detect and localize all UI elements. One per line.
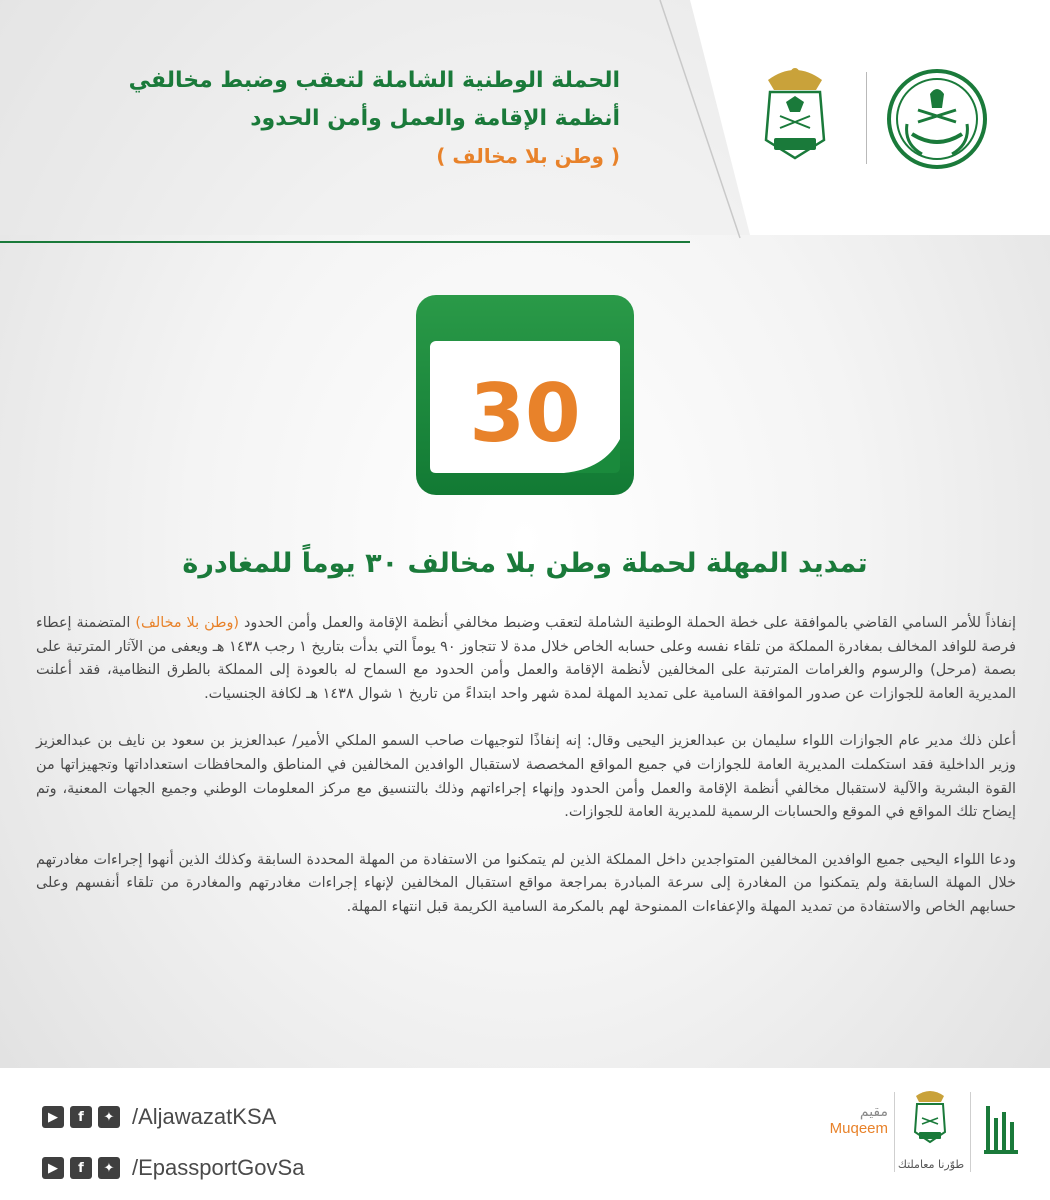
- calendar-icon: [414, 293, 636, 497]
- facebook-icon[interactable]: f: [70, 1106, 92, 1128]
- jawazat-footer-emblem-icon: [902, 1086, 958, 1156]
- header-text: [20, 62, 620, 174]
- campaign-title-line2: أنظمة الإقامة والعمل وأمن الحدود: [250, 106, 620, 131]
- absher-logo-icon: [982, 1096, 1022, 1166]
- paragraph-1: [36, 612, 1016, 706]
- campaign-title-line1: الحملة الوطنية الشاملة لتعقب وضبط مخالفي: [128, 68, 620, 93]
- main-title: تمديد المهلة لحملة وطن بلا مخالف ٣٠ يوماً للمغادرة: [182, 548, 868, 579]
- paragraph-2: أعلن ذلك مدير عام الجوازات اللواء سليمان بن عبدالعزيز اليحيى وقال: إنه إنفاذًا لتوجيهات صاحب السمو الملكي الأمير/ عبدالعزيز بن سعود بن نايف بن عبدالعزيز وزير الداخلية فقد استكملت المديرية العامة للجوازات في جميع المواقع المخصصة لاستقبال الوافدين المخالفين في المناطق والمحافظات استعداداتها وتجهيزاتها من القوة البشرية والآلية لاستقبال مخالفي أنظمة الإقامة والعمل وأمن الحدود وإنهاء إجراءاتهم وذلك بالتنسيق مع مركز المعلومات الوطني وجميع الجهات المعنية، وتم إيضاح تلك المواقع في الموقع والحسابات الرسمية للمديرية العامة للجوازات.: [36, 733, 1016, 821]
- moi-emblem-icon: [882, 64, 992, 174]
- calendar-number: 30: [469, 367, 581, 460]
- youtube-icon[interactable]: ▶: [42, 1157, 64, 1179]
- muqeem-label-ar: مقيم: [859, 1104, 888, 1120]
- twitter-icon[interactable]: ✦: [98, 1106, 120, 1128]
- footer-divider: [894, 1092, 895, 1172]
- muqeem-label-en: Muqeem: [829, 1120, 888, 1137]
- paragraph-1-rest: المتضمنة إعطاء فرصة للوافد المخالف بمغادرة المملكة من تلقاء نفسه وعلى حسابه الخاص خلال مدة لا تتجاوز ٩٠ يوماً التي بدأت بتاريخ ١ رجب ١٤٣٨ هـ ويعفى من الآثار المترتبة على بصمة (مرحل) والرسوم والغرامات المترتبة على المخالفين لأنظمة الإقامة والعمل وأمن الحدود مع السماح له بالعودة إلى المملكة بالطرق النظامية، فقد أعلنت المديرية العامة للجوازات عن صدور الموافقة السامية على تمديد المهلة لمدة شهر واحد ابتداءً من تاريخ ١ شوال ١٤٣٨ هـ لكافة الجنسيات.: [36, 615, 1016, 702]
- footer-tagline: طوّرنا معاملتك: [897, 1158, 965, 1171]
- jawazat-logo-icon: [740, 60, 850, 170]
- campaign-name-highlight: (وطن بلا مخالف): [135, 615, 240, 631]
- social-row-aljawazat: [42, 1103, 276, 1131]
- social-handle-epassport[interactable]: /EpassportGovSa: [132, 1155, 305, 1180]
- footer-divider: [970, 1092, 971, 1172]
- paragraph-3: ودعا اللواء اليحيى جميع الوافدين المخالفين المتواجدين داخل المملكة الذين لم يتمكنوا من الاستفادة من المهلة المحددة السابقة وكذلك الذين أنهوا إجراءات مغادرتهم خلال المهلة السابقة ولم يتمكنوا من المغادرة إلى سرعة المبادرة بمراجعة مواقع استقبال المخالفين لإنهاء إجراءات مغادرتهم والمغادرة من تلقاء أنفسهم وعلى حسابهم الخاص والاستفادة من تمديد المهلة والإعفاءات الممنوحة لهم بالمكرمة السامية الكريمة قبل انتهاء المهلة.: [36, 851, 1016, 915]
- footer: [0, 1068, 1050, 1200]
- campaign-slogan: ( وطن بلا مخالف ): [436, 144, 620, 168]
- muqeem-logo: [808, 1104, 888, 1137]
- twitter-icon[interactable]: ✦: [98, 1157, 120, 1179]
- logo-divider: [866, 72, 867, 164]
- paragraph-1-start: إنفاذاً للأمر السامي القاضي بالموافقة على خطة الحملة الوطنية الشاملة لتعقب وضبط مخالفي أنظمة الإقامة والعمل وأمن الحدود: [243, 615, 1016, 631]
- social-row-epassport: [42, 1154, 304, 1182]
- social-handle-aljawazat[interactable]: /AljawazatKSA: [132, 1104, 277, 1129]
- article-body: [36, 612, 1016, 944]
- youtube-icon[interactable]: ▶: [42, 1106, 64, 1128]
- facebook-icon[interactable]: f: [70, 1157, 92, 1179]
